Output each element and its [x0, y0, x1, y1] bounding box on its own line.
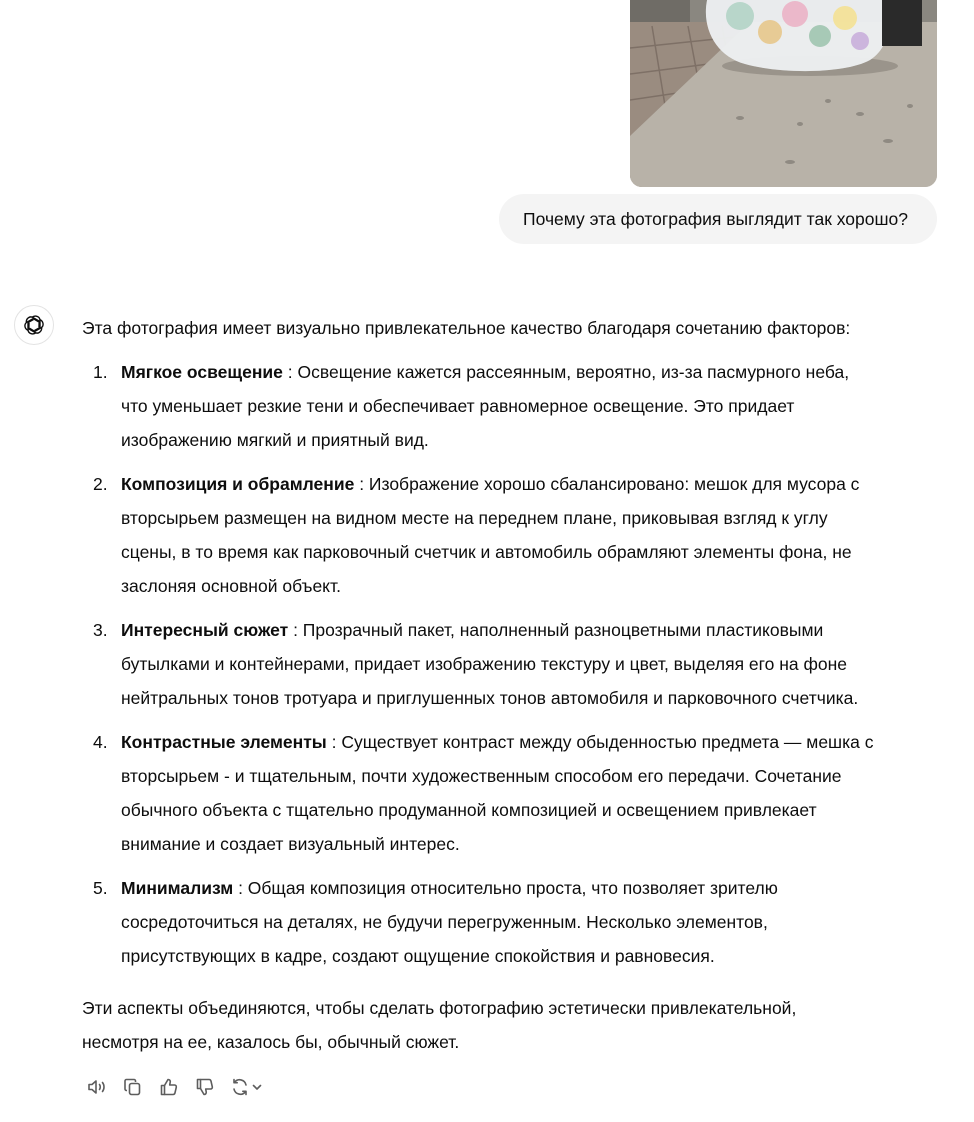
- list-item: [82, 613, 952, 715]
- list-item-term: Контрастные элементы: [121, 732, 327, 752]
- list-item: [82, 467, 952, 603]
- list-item-term: Минимализм: [121, 878, 234, 898]
- assistant-message: [82, 311, 952, 1059]
- list-item-term: Мягкое освещение: [121, 362, 283, 382]
- list-item-term: Интересный сюжет: [121, 620, 289, 640]
- list-item-text: обычного объекта с тщательно продуманной композицией и освещением привлекает: [121, 800, 817, 820]
- list-item-text: : Прозрачный пакет, наполненный разноцветными пластиковыми: [288, 620, 824, 640]
- list-item-text: сосредоточиться на деталях, не будучи перегруженным. Несколько элементов,: [121, 912, 768, 932]
- list-item-number: 1.: [93, 362, 108, 382]
- chevron-down-icon: [251, 1081, 263, 1093]
- list-item-text: заслоняя основной объект.: [121, 576, 341, 596]
- list-item: [82, 355, 952, 457]
- list-item-number: 2.: [93, 474, 108, 494]
- list-item-text: вторсырьем размещен на видном месте на переднем плане, приковывая взгляд к углу: [121, 508, 828, 528]
- copy-button[interactable]: [118, 1072, 148, 1102]
- list-item-text: сцены, в то время как парковочный счетчик и автомобиль обрамляют элементы фона, не: [121, 542, 852, 562]
- thumbs-down-button[interactable]: [190, 1072, 220, 1102]
- outro-text: несмотря на ее, казалось бы, обычный сюжет.: [82, 1032, 460, 1052]
- refresh-icon: [229, 1076, 251, 1098]
- list-item-text: : Существует контраст между обыденностью предмета — мешка с: [326, 732, 874, 752]
- list-item-text: внимание и создает визуальный интерес.: [121, 834, 460, 854]
- list-item-number: 3.: [93, 620, 108, 640]
- regenerate-button[interactable]: [226, 1072, 266, 1102]
- copy-icon: [122, 1076, 144, 1098]
- assistant-avatar: [14, 305, 54, 345]
- thumbs-down-icon: [194, 1076, 216, 1098]
- list-item-number: 5.: [93, 878, 108, 898]
- list-item-text: изображению мягкий и приятный вид.: [121, 430, 429, 450]
- list-item: [82, 871, 952, 973]
- thumbs-up-button[interactable]: [154, 1072, 184, 1102]
- list-item-term: Композиция и обрамление: [121, 474, 355, 494]
- read-aloud-button[interactable]: [82, 1072, 112, 1102]
- list-item-text: : Общая композиция относительно проста, что позволяет зрителю: [233, 878, 778, 898]
- user-message-bubble: [499, 194, 937, 244]
- list-item-text: присутствующих в кадре, создают ощущение спокойствия и равновесия.: [121, 946, 715, 966]
- speaker-icon: [86, 1076, 108, 1098]
- list-item-text: : Изображение хорошо сбалансировано: мешок для мусора с: [354, 474, 860, 494]
- outro-text: Эти аспекты объединяются, чтобы сделать фотографию эстетически привлекательной,: [82, 998, 797, 1018]
- message-actions: [82, 1072, 272, 1102]
- list-item-text: бутылками и контейнерами, придает изображению текстуру и цвет, выделяя его на фоне: [121, 654, 848, 674]
- assistant-intro: Эта фотография имеет визуально привлекательное качество благодаря сочетанию факторов:: [82, 318, 851, 338]
- user-uploaded-photo[interactable]: [630, 0, 937, 187]
- thumbs-up-icon: [158, 1076, 180, 1098]
- user-message-text: Почему эта фотография выглядит так хорошо?: [523, 209, 908, 229]
- list-item-text: вторсырьем - и тщательным, почти художественным способом его передачи. Сочетание: [121, 766, 842, 786]
- list-item-text: : Освещение кажется рассеянным, вероятно, из-за пасмурного неба,: [282, 362, 850, 382]
- assistant-outro: [82, 991, 952, 1059]
- list-item-number: 4.: [93, 732, 108, 752]
- openai-logo-icon: [22, 313, 46, 337]
- list-item-text: что уменьшает резкие тени и обеспечивает равномерное освещение. Это придает: [121, 396, 795, 416]
- list-item: [82, 725, 952, 861]
- factor-list: [82, 355, 952, 973]
- list-item-text: нейтральных тонов тротуара и приглушенных тонов автомобиля и парковочного счетчика.: [121, 688, 859, 708]
